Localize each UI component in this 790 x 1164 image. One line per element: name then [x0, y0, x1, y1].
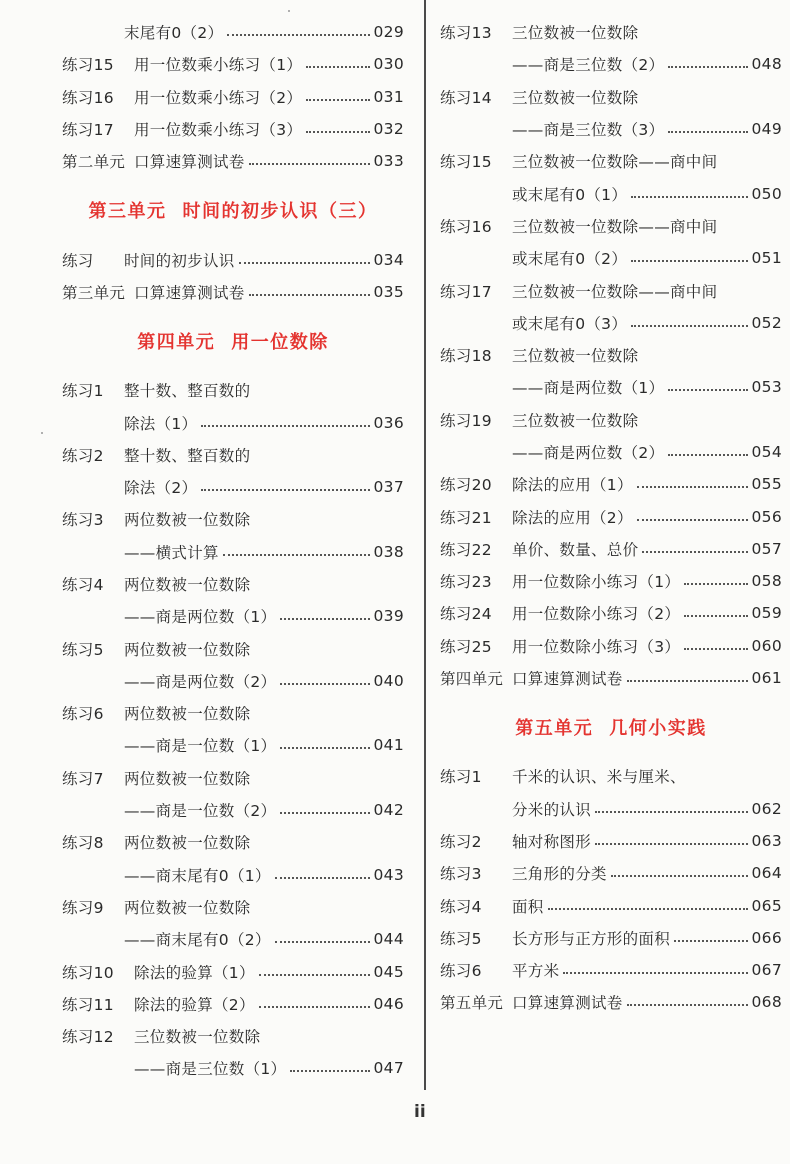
toc-line [62, 243, 404, 275]
dot-leader [201, 425, 369, 427]
toc-entry[interactable] [62, 697, 404, 762]
toc-line [440, 922, 782, 954]
exercise-number: 第五单元 [440, 994, 504, 1013]
entry-title: 三位数被一位数除 [512, 347, 639, 366]
entry-title: 口算速算测试卷 [512, 670, 623, 689]
exercise-number: 练习11 [62, 995, 114, 1014]
column-divider [424, 0, 426, 1090]
toc-line [62, 471, 404, 503]
dot-leader [563, 972, 747, 974]
toc-line [440, 210, 782, 242]
toc-line [62, 859, 404, 891]
exercise-number: 练习25 [440, 637, 492, 656]
entry-title: ——商是一位数（2） [124, 802, 277, 821]
toc-entry[interactable] [62, 439, 404, 504]
exercise-number: 练习4 [62, 576, 104, 594]
exercise-number: 练习10 [62, 963, 114, 982]
dot-leader [611, 875, 748, 877]
toc-entry[interactable] [440, 404, 782, 469]
toc-entry[interactable] [62, 81, 404, 113]
entry-title: 两位数被一位数除 [124, 705, 251, 724]
entry-title: ——商是三位数（1） [134, 1060, 287, 1079]
toc-line [440, 597, 782, 629]
section-heading [62, 308, 404, 374]
exercise-number: 练习6 [62, 705, 104, 724]
page-number: 034 [373, 250, 404, 269]
toc-entry[interactable] [62, 762, 404, 827]
toc-line [440, 16, 782, 48]
entry-title: ——商是两位数（1） [512, 379, 665, 398]
toc-line [62, 1052, 404, 1084]
page-number: 056 [751, 507, 782, 526]
toc-line [62, 503, 404, 535]
exercise-number: 第二单元 [62, 153, 126, 172]
entry-title: 两位数被一位数除 [124, 898, 251, 917]
toc-line [440, 565, 782, 597]
entry-title: 除法（1） [124, 414, 198, 433]
page-number: 033 [373, 152, 404, 171]
dot-leader [280, 618, 369, 620]
dot-leader [627, 680, 748, 682]
toc-line [62, 568, 404, 600]
exercise-number: 练习12 [62, 1028, 114, 1047]
toc-line [440, 630, 782, 662]
toc-entry[interactable] [440, 857, 782, 889]
toc-line [62, 955, 404, 987]
toc-entry[interactable] [440, 597, 782, 629]
entry-title: 或末尾有0（2） [512, 250, 628, 269]
toc-line [440, 436, 782, 468]
exercise-number: 练习6 [440, 962, 482, 981]
dot-leader [631, 196, 747, 198]
page-number: 050 [751, 184, 782, 203]
toc-entry[interactable] [440, 986, 782, 1018]
toc-line [440, 857, 782, 889]
toc-line [62, 794, 404, 826]
toc-entry[interactable] [440, 145, 782, 210]
toc-line [62, 1020, 404, 1052]
dot-leader [684, 583, 747, 585]
dot-leader [631, 260, 747, 262]
entry-title: 或末尾有0（1） [512, 185, 628, 204]
toc-entry[interactable] [62, 891, 404, 956]
dot-leader [280, 683, 369, 685]
dot-leader [259, 974, 370, 976]
dot-leader [249, 163, 370, 165]
entry-title: 三位数被一位数除 [134, 1028, 261, 1047]
entry-title: 除法的验算（1） [134, 963, 255, 982]
entry-title: 用一位数乘小练习（2） [134, 88, 303, 107]
page-number: 036 [373, 413, 404, 432]
toc-line [440, 113, 782, 145]
toc-entry[interactable] [62, 145, 404, 177]
toc-entry[interactable] [62, 113, 404, 145]
entry-title: 面积 [512, 897, 544, 916]
entry-title: 三角形的分类 [512, 865, 607, 884]
entry-title: 用一位数乘小练习（3） [134, 121, 303, 140]
exercise-number: 练习15 [440, 153, 492, 172]
toc-line [62, 600, 404, 632]
page-number: 059 [751, 604, 782, 623]
toc-line [62, 276, 404, 308]
toc-left-column [62, 16, 404, 1085]
toc-entry[interactable] [440, 81, 782, 146]
exercise-number: 练习14 [440, 88, 492, 107]
page-number: 037 [373, 478, 404, 497]
entry-title: ——商末尾有0（1） [124, 866, 271, 885]
page-number: 054 [751, 443, 782, 461]
entry-title: 两位数被一位数除 [124, 834, 251, 853]
entry-title: 两位数被一位数除 [124, 640, 251, 659]
toc-entry[interactable] [440, 339, 782, 404]
toc-line [440, 81, 782, 113]
page-number: 060 [751, 636, 782, 655]
page-number: 039 [373, 607, 404, 626]
entry-title: 时间的初步认识 [124, 251, 235, 270]
page-number: 041 [373, 736, 404, 755]
dot-leader [595, 843, 747, 845]
dot-leader [306, 66, 369, 68]
toc-line [440, 242, 782, 274]
toc-entry[interactable] [440, 825, 782, 857]
page-footer-number: ii [414, 1102, 426, 1122]
exercise-number: 练习 [62, 251, 94, 270]
exercise-number: 练习23 [440, 573, 492, 592]
toc-line [440, 986, 782, 1018]
page-number: 053 [751, 378, 782, 397]
page-number: 052 [751, 313, 782, 332]
entry-title: 三位数被一位数除 [512, 88, 639, 107]
dot-leader [668, 131, 747, 133]
entry-title: 整十数、整百数的 [124, 382, 251, 401]
dot-leader [674, 940, 747, 942]
exercise-number: 第四单元 [440, 670, 504, 689]
exercise-number: 练习24 [440, 605, 492, 624]
toc-line [62, 406, 404, 438]
toc-line [440, 889, 782, 921]
toc-entry[interactable] [440, 533, 782, 565]
section-unit: 第五单元 [515, 718, 594, 740]
toc-line [62, 729, 404, 761]
section-heading [440, 694, 782, 760]
toc-line [62, 374, 404, 406]
toc-entry[interactable] [62, 16, 404, 48]
dot-leader [668, 66, 747, 68]
page-number: 030 [373, 55, 404, 74]
section-title: 几何小实践 [609, 718, 707, 740]
entry-title: 用一位数除小练习（3） [512, 637, 681, 656]
dot-leader [280, 747, 369, 749]
toc-line [62, 923, 404, 955]
dot-leader [223, 554, 370, 556]
entry-title: 或末尾有0（3） [512, 314, 628, 333]
page-number: 031 [373, 87, 404, 106]
page-number: 029 [373, 23, 404, 42]
page-number: 048 [751, 55, 782, 74]
entry-title: 三位数被一位数除——商中间 [512, 282, 718, 301]
toc-entry[interactable] [62, 276, 404, 308]
entry-title: 三位数被一位数除——商中间 [512, 217, 718, 236]
exercise-number: 练习4 [440, 897, 482, 916]
dot-leader [249, 294, 370, 296]
toc-line [62, 536, 404, 568]
exercise-number: 练习1 [62, 382, 104, 401]
exercise-number: 练习16 [62, 88, 114, 107]
toc-entry[interactable] [440, 500, 782, 532]
entry-title: 两位数被一位数除 [124, 576, 251, 594]
toc-line [62, 988, 404, 1020]
exercise-number: 练习2 [62, 446, 104, 465]
dot-leader [627, 1004, 748, 1006]
entry-title: 三位数被一位数除 [512, 24, 639, 43]
toc-entry[interactable] [440, 565, 782, 597]
exercise-number: 练习3 [440, 865, 482, 884]
dot-leader [239, 262, 370, 264]
page-number: 061 [751, 669, 782, 688]
dot-leader [548, 908, 748, 910]
toc-line [62, 697, 404, 729]
entry-title: 用一位数除小练习（1） [512, 573, 681, 592]
page-number: 057 [751, 539, 782, 558]
entry-title: 千米的认识、米与厘米、 [512, 768, 686, 787]
entry-title: ——商末尾有0（2） [124, 931, 271, 950]
entry-title: 轴对称图形 [512, 832, 592, 851]
entry-title: 两位数被一位数除 [124, 511, 251, 530]
toc-line [440, 274, 782, 306]
page-number: 065 [751, 896, 782, 915]
entry-title: 口算速算测试卷 [134, 153, 245, 172]
dot-leader [595, 811, 747, 813]
section-title: 时间的初步认识（三） [182, 201, 378, 223]
dot-leader [259, 1006, 370, 1008]
entry-title: 末尾有0（2） [124, 24, 224, 43]
exercise-number: 练习13 [440, 24, 492, 43]
toc-line [440, 468, 782, 500]
toc-entry[interactable] [62, 988, 404, 1020]
section-title: 用一位数除 [231, 332, 329, 354]
toc-entry[interactable] [62, 955, 404, 987]
page-number: 049 [751, 120, 782, 139]
entry-title: 分米的认识 [512, 800, 592, 819]
page-number: 044 [373, 930, 404, 949]
dot-leader [227, 34, 369, 36]
page-number: 045 [373, 962, 404, 981]
dot-leader [306, 99, 369, 101]
toc-entry[interactable] [440, 210, 782, 275]
toc-line [62, 665, 404, 697]
entry-title: 口算速算测试卷 [512, 994, 623, 1013]
toc-line [62, 16, 404, 48]
toc-line [440, 662, 782, 694]
exercise-number: 练习20 [440, 476, 492, 495]
page-number: 035 [373, 282, 404, 301]
toc-entry[interactable] [440, 16, 782, 81]
dot-leader [668, 389, 747, 391]
page-number: 062 [751, 799, 782, 818]
page-number: 063 [751, 831, 782, 850]
dot-leader [668, 454, 747, 456]
page-number: 066 [751, 928, 782, 947]
toc-line [440, 500, 782, 532]
toc-entry[interactable] [62, 48, 404, 80]
dot-leader [275, 941, 370, 943]
entry-title: ——商是两位数（1） [124, 608, 277, 627]
exercise-number: 练习15 [62, 56, 114, 75]
dot-leader [684, 648, 747, 650]
toc-line [440, 339, 782, 371]
toc-entry[interactable] [440, 662, 782, 694]
page-number: 055 [751, 475, 782, 494]
page-number: 043 [373, 865, 404, 884]
toc-line [62, 145, 404, 177]
toc-line [62, 891, 404, 923]
exercise-number: 练习9 [62, 898, 104, 917]
page-number: 047 [373, 1059, 404, 1078]
toc-right-column [440, 16, 782, 1019]
section-heading [62, 177, 404, 243]
toc-line [440, 760, 782, 792]
page-number: 067 [751, 961, 782, 980]
toc-entry[interactable] [62, 503, 404, 568]
dot-leader [637, 519, 748, 521]
entry-title: ——商是一位数（1） [124, 737, 277, 756]
page-number: 040 [373, 671, 404, 690]
toc-line [440, 371, 782, 403]
toc-line [440, 307, 782, 339]
toc-entry[interactable] [440, 274, 782, 339]
section-unit: 第三单元 [88, 201, 167, 223]
entry-title: ——商是三位数（3） [512, 121, 665, 140]
exercise-number: 练习7 [62, 769, 104, 788]
dot-leader [631, 325, 747, 327]
page-number: 051 [751, 249, 782, 268]
exercise-number: 第三单元 [62, 283, 126, 302]
exercise-number: 练习2 [440, 832, 482, 851]
exercise-number: 练习8 [62, 834, 104, 853]
entry-title: 长方形与正方形的面积 [512, 929, 671, 948]
toc-line [440, 533, 782, 565]
entry-title: 平方米 [512, 962, 560, 981]
exercise-number: 练习17 [62, 121, 114, 140]
toc-entry[interactable] [440, 954, 782, 986]
entry-title: ——横式计算 [124, 543, 219, 562]
page-number: 042 [373, 801, 404, 820]
entry-title: 除法的应用（1） [512, 476, 633, 495]
toc-entry[interactable] [62, 1020, 404, 1085]
toc-entry[interactable] [440, 922, 782, 954]
toc-line [62, 632, 404, 664]
toc-entry[interactable] [62, 568, 404, 633]
toc-line [62, 439, 404, 471]
toc-line [440, 145, 782, 177]
toc-entry[interactable] [440, 468, 782, 500]
entry-title: 整十数、整百数的 [124, 446, 251, 465]
exercise-number: 练习16 [440, 217, 492, 236]
toc-line [62, 113, 404, 145]
toc-entry[interactable] [440, 760, 782, 825]
entry-title: 除法的验算（2） [134, 995, 255, 1014]
exercise-number: 练习5 [62, 640, 104, 659]
dot-leader [642, 551, 747, 553]
dot-leader [201, 489, 369, 491]
dot-leader [275, 877, 370, 879]
toc-line [440, 825, 782, 857]
toc-line [62, 48, 404, 80]
toc-entry[interactable] [62, 632, 404, 697]
exercise-number: 练习21 [440, 508, 492, 527]
scan-speck [41, 432, 43, 434]
toc-entry[interactable] [62, 374, 404, 439]
exercise-number: 练习17 [440, 282, 492, 301]
dot-leader [637, 486, 748, 488]
toc-line [440, 48, 782, 80]
entry-title: 除法（2） [124, 479, 198, 498]
dot-leader [684, 615, 747, 617]
exercise-number: 练习18 [440, 347, 492, 366]
exercise-number: 练习19 [440, 411, 492, 430]
section-unit: 第四单元 [137, 332, 216, 354]
page-number: 064 [751, 864, 782, 883]
entry-title: 两位数被一位数除 [124, 769, 251, 788]
entry-title: ——商是两位数（2） [124, 672, 277, 691]
toc-line [440, 954, 782, 986]
dot-leader [290, 1070, 369, 1072]
exercise-number: 练习22 [440, 540, 492, 559]
toc-line [62, 81, 404, 113]
toc-line [440, 404, 782, 436]
toc-entry[interactable] [440, 889, 782, 921]
scan-speck [288, 10, 290, 12]
toc-entry[interactable] [440, 630, 782, 662]
toc-line [440, 177, 782, 209]
exercise-number: 练习3 [62, 511, 104, 530]
entry-title: 除法的应用（2） [512, 508, 633, 527]
toc-entry[interactable] [62, 826, 404, 891]
exercise-number: 练习5 [440, 929, 482, 948]
entry-title: 单价、数量、总价 [512, 540, 639, 559]
entry-title: 用一位数除小练习（2） [512, 605, 681, 624]
page-number: 058 [751, 572, 782, 591]
entry-title: ——商是两位数（2） [512, 444, 665, 462]
entry-title: 三位数被一位数除 [512, 411, 639, 430]
dot-leader [280, 812, 369, 814]
exercise-number: 练习1 [440, 768, 482, 787]
toc-entry[interactable] [62, 243, 404, 275]
dot-leader [306, 131, 369, 133]
toc-line [440, 793, 782, 825]
page-number: 068 [751, 993, 782, 1012]
toc-line [62, 826, 404, 858]
entry-title: 三位数被一位数除——商中间 [512, 153, 718, 172]
entry-title: 口算速算测试卷 [134, 283, 245, 302]
toc-line [62, 762, 404, 794]
entry-title: 用一位数乘小练习（1） [134, 56, 303, 75]
entry-title: ——商是三位数（2） [512, 56, 665, 75]
page-number: 032 [373, 120, 404, 139]
page-number: 046 [373, 994, 404, 1013]
page-number: 038 [373, 542, 404, 561]
